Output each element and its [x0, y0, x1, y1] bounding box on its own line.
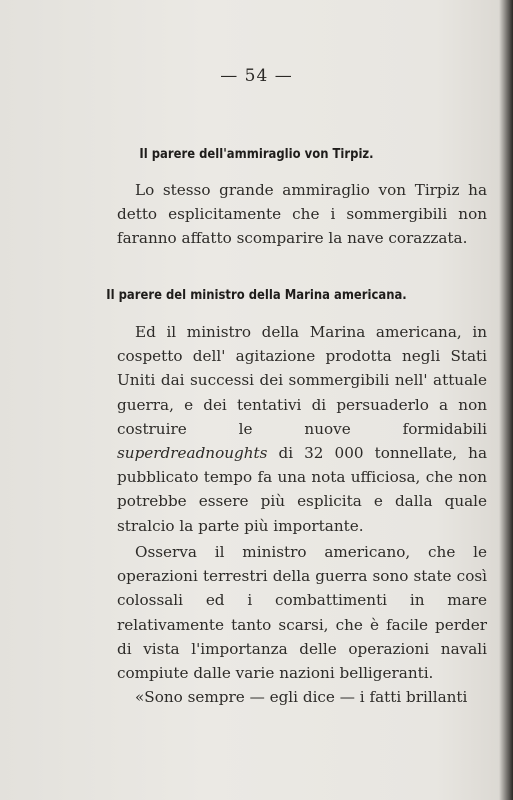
- page-edge-shadow: [499, 0, 513, 800]
- paragraph-text-start: Ed il ministro della Marina americana, in cospetto dell' agitazione prodotta negli Stati Uniti dai successi dei sommergibili nell' attuale guerra, e dei tentativi di persuaderlo a non costruire le nuove formidabili: [117, 323, 487, 438]
- paragraph-italic-term: superdreadnoughts: [117, 444, 268, 463]
- paragraph-quote-start: «Sono sempre — egli dice — i fatti brillanti: [135, 688, 468, 706]
- section-heading-american-minister: Il parere del ministro della Marina americana.: [106, 287, 407, 303]
- paragraph-text-end: di 32 000 tonnellate, ha pubblicato tempo fa una nota ufficiosa, che non potrebbe essere più esplicita e dalla quale stralcio la parte più importante.: [117, 444, 487, 535]
- paragraph-tirpiz: Lo stesso grande ammiraglio von Tirpiz ha detto esplicitamente che i sommergibili non faranno affatto scomparire la nave corazzata.: [117, 181, 487, 248]
- page-number: — 54 —: [220, 66, 293, 86]
- paragraph-american-minister: [117, 320, 487, 538]
- paragraph-naval-operations: Osserva il ministro americano, che le operazioni terrestri della guerra sono state così colossali ed i combattimenti in mare relativamente tanto scarsi, che è facile perder di vista l'importanza delle operazioni navali compiute dalle varie nazioni belligeranti.: [117, 543, 487, 683]
- section-heading-tirpiz: Il parere dell'ammiraglio von Tirpiz.: [139, 146, 374, 162]
